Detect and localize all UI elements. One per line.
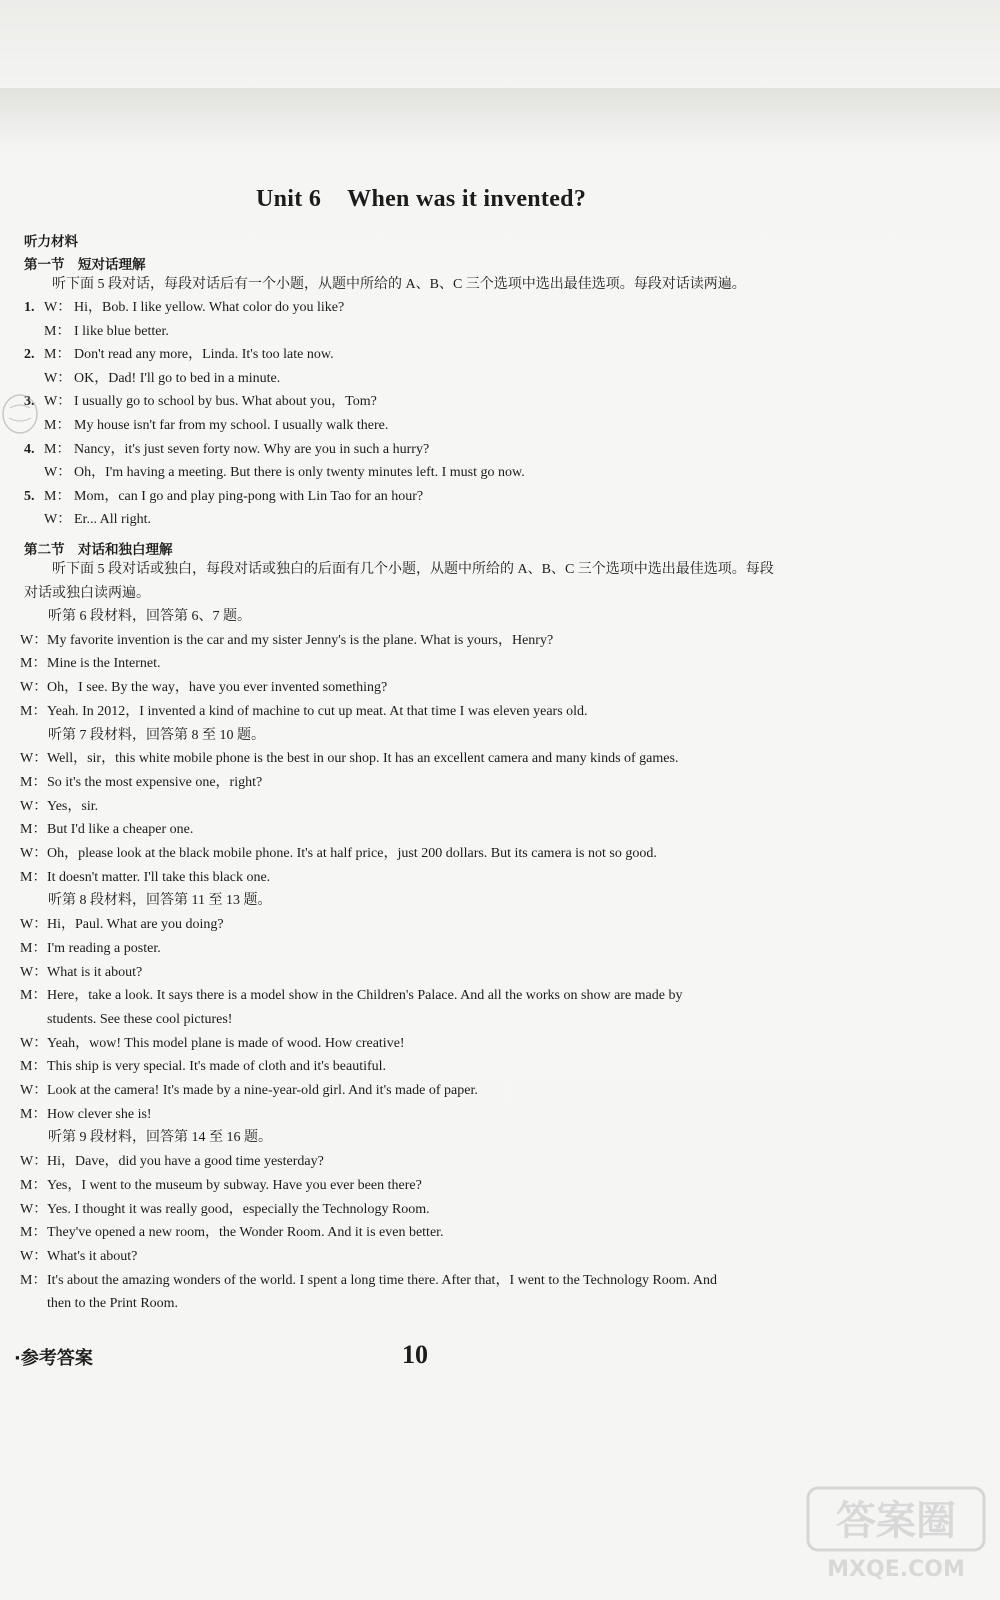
watermark-logo-icon (806, 1484, 986, 1584)
speaker-label: M： (20, 869, 47, 885)
dialogue-text: Here，take a look. It says there is a model show in the Children's Palace. And all the works on show are made by (47, 988, 683, 1004)
passage-instruction: 听第 8 段材料，回答第 11 至 13 题。 (48, 893, 272, 909)
dialogue-text: So it's the most expensive one，right? (47, 774, 263, 790)
page-number: 10 (402, 1340, 428, 1369)
speaker-label: M： (20, 656, 47, 672)
speaker-label: M： (20, 1225, 47, 1241)
dialogue-text: Mine is the Internet. (47, 656, 161, 672)
question-number: 3. (24, 394, 35, 410)
speaker-label: M： (44, 441, 71, 457)
speaker-label: W： (44, 394, 72, 410)
page-title (256, 186, 656, 213)
part2-intro-2: 对话或独白读两遍。 (24, 586, 150, 601)
speaker-label: M： (20, 940, 47, 956)
scan-shadow (0, 88, 1000, 148)
speaker-label: M： (20, 703, 47, 719)
speaker-label: W： (20, 751, 48, 767)
dialogue-text: Don't read any more，Linda. It's too late now. (74, 347, 334, 363)
dialogue-text: My house isn't far from my school. I usually walk there. (74, 418, 389, 433)
dialogue-text: My favorite invention is the car and my sister Jenny's is the plane. What is yours，Henry? (47, 632, 554, 648)
speaker-label: W： (20, 1083, 48, 1098)
dialogue-text: This ship is very special. It's made of cloth and it's beautiful. (47, 1059, 387, 1075)
speaker-label: M： (20, 1177, 47, 1193)
speaker-label: M： (20, 822, 47, 838)
dialogue-text: I like blue better. (74, 323, 169, 339)
speaker-label: W： (20, 964, 48, 980)
speaker-label: W： (20, 1248, 48, 1264)
watermark-site: MXQE.COM (827, 1557, 965, 1582)
dialogue-text: Yes，sir. (47, 798, 99, 814)
speaker-label: M： (44, 323, 71, 339)
dialogue-text: What is it about? (47, 964, 143, 980)
part2-intro-1: 听下面 5 段对话或独白，每段对话或独白的后面有几个小题，从题中所给的 A、B、C 三个选项中选出最佳选项。每段 (52, 562, 774, 577)
unit-label: Unit 6 (256, 186, 322, 212)
stamp-icon (0, 392, 40, 436)
question-number: 2. (24, 347, 35, 363)
speaker-label: M： (44, 347, 71, 363)
dialogue-text: Hi，Paul. What are you doing? (47, 917, 224, 933)
dialogue-text: Oh，I'm having a meeting. But there is only twenty minutes left. I must go now. (74, 465, 525, 481)
dialogue-text: Look at the camera! It's made by a nine-year-old girl. And it's made of paper. (47, 1083, 478, 1098)
speaker-label: W： (20, 632, 48, 648)
dialogue-text: Er... All right. (74, 512, 151, 528)
section-part1: 第一节 短对话理解 (24, 257, 146, 273)
dialogue-text: Well，sir，this white mobile phone is the best in our shop. It has an excellent camera and many kinds of games. (47, 751, 679, 767)
speaker-label: W： (20, 680, 48, 696)
section-listening: 听力材料 (24, 234, 78, 250)
passage-instruction: 听第 7 段材料，回答第 8 至 10 题。 (48, 727, 265, 743)
dialogue-text: Yes，I went to the museum by subway. Have you ever been there? (47, 1177, 422, 1193)
question-number: 5. (24, 488, 35, 504)
watermark-text: 答案圈 (836, 1498, 956, 1544)
dialogue-text: Oh，I see. By the way，have you ever invented something? (47, 680, 388, 696)
speaker-label: M： (20, 1272, 47, 1288)
dialogue-text: then to the Print Room. (47, 1296, 179, 1312)
speaker-label: M： (20, 988, 47, 1004)
question-number: 1. (24, 300, 35, 315)
speaker-label: M： (20, 1106, 47, 1122)
dialogue-text: Hi，Bob. I like yellow. What color do you like? (74, 300, 345, 315)
dialogue-text: It doesn't matter. I'll take this black one. (47, 869, 271, 885)
section-part2: 第二节 对话和独白理解 (24, 542, 173, 558)
part1-intro: 听下面 5 段对话，每段对话后有一个小题，从题中所给的 A、B、C 三个选项中选出最佳选项。每段对话读两遍。 (52, 277, 746, 292)
speaker-label: W： (20, 846, 48, 861)
dialogue-text: Oh，please look at the black mobile phone. It's at half price，just 200 dollars. But its camera is not so good. (47, 846, 657, 861)
passage-instruction: 听第 9 段材料，回答第 14 至 16 题。 (48, 1130, 272, 1146)
speaker-label: W： (20, 1035, 48, 1051)
dialogue-text: But I'd like a cheaper one. (47, 822, 194, 838)
dialogue-text: Yeah. In 2012，I invented a kind of machine to cut up meat. At that time I was eleven years old. (47, 703, 588, 719)
dialogue-text: They've opened a new room，the Wonder Room. And it is even better. (47, 1225, 444, 1241)
question-number: 4. (24, 441, 35, 457)
passage-instruction: 听第 6 段材料，回答第 6、7 题。 (48, 609, 251, 624)
dialogue-text: How clever she is! (47, 1106, 152, 1122)
dialogue-text: students. See these cool pictures! (47, 1011, 233, 1027)
speaker-label: W： (44, 370, 72, 386)
speaker-label: M： (20, 774, 47, 790)
dialogue-text: Hi，Dave，did you have a good time yesterday? (47, 1154, 324, 1170)
footer-label: ·参考答案 (14, 1348, 93, 1369)
speaker-label: W： (44, 300, 72, 315)
dialogue-text: Mom，can I go and play ping-pong with Lin Tao for an hour? (74, 488, 424, 504)
speaker-label: M： (44, 488, 71, 504)
dialogue-text: Nancy，it's just seven forty now. Why are you in such a hurry? (74, 441, 430, 457)
dialogue-text: OK，Dad! I'll go to bed in a minute. (74, 370, 281, 386)
dialogue-text: It's about the amazing wonders of the world. I spent a long time there. After that，I went to the Technology Room. And (47, 1272, 718, 1288)
dialogue-text: Yeah，wow! This model plane is made of wood. How creative! (47, 1035, 405, 1051)
dialogue-text: I usually go to school by bus. What about you，Tom? (74, 394, 377, 410)
unit-question: When was it invented? (347, 186, 587, 212)
speaker-label: W： (20, 1154, 48, 1170)
speaker-label: W： (44, 465, 72, 481)
speaker-label: W： (20, 917, 48, 933)
speaker-label: M： (20, 1059, 47, 1075)
speaker-label: W： (20, 798, 48, 814)
speaker-label: W： (20, 1201, 48, 1217)
dialogue-text: What's it about? (47, 1248, 138, 1264)
dialogue-text: I'm reading a poster. (47, 940, 161, 956)
speaker-label: M： (44, 418, 71, 433)
speaker-label: W： (44, 512, 72, 528)
dialogue-text: Yes. I thought it was really good，especially the Technology Room. (47, 1201, 430, 1217)
